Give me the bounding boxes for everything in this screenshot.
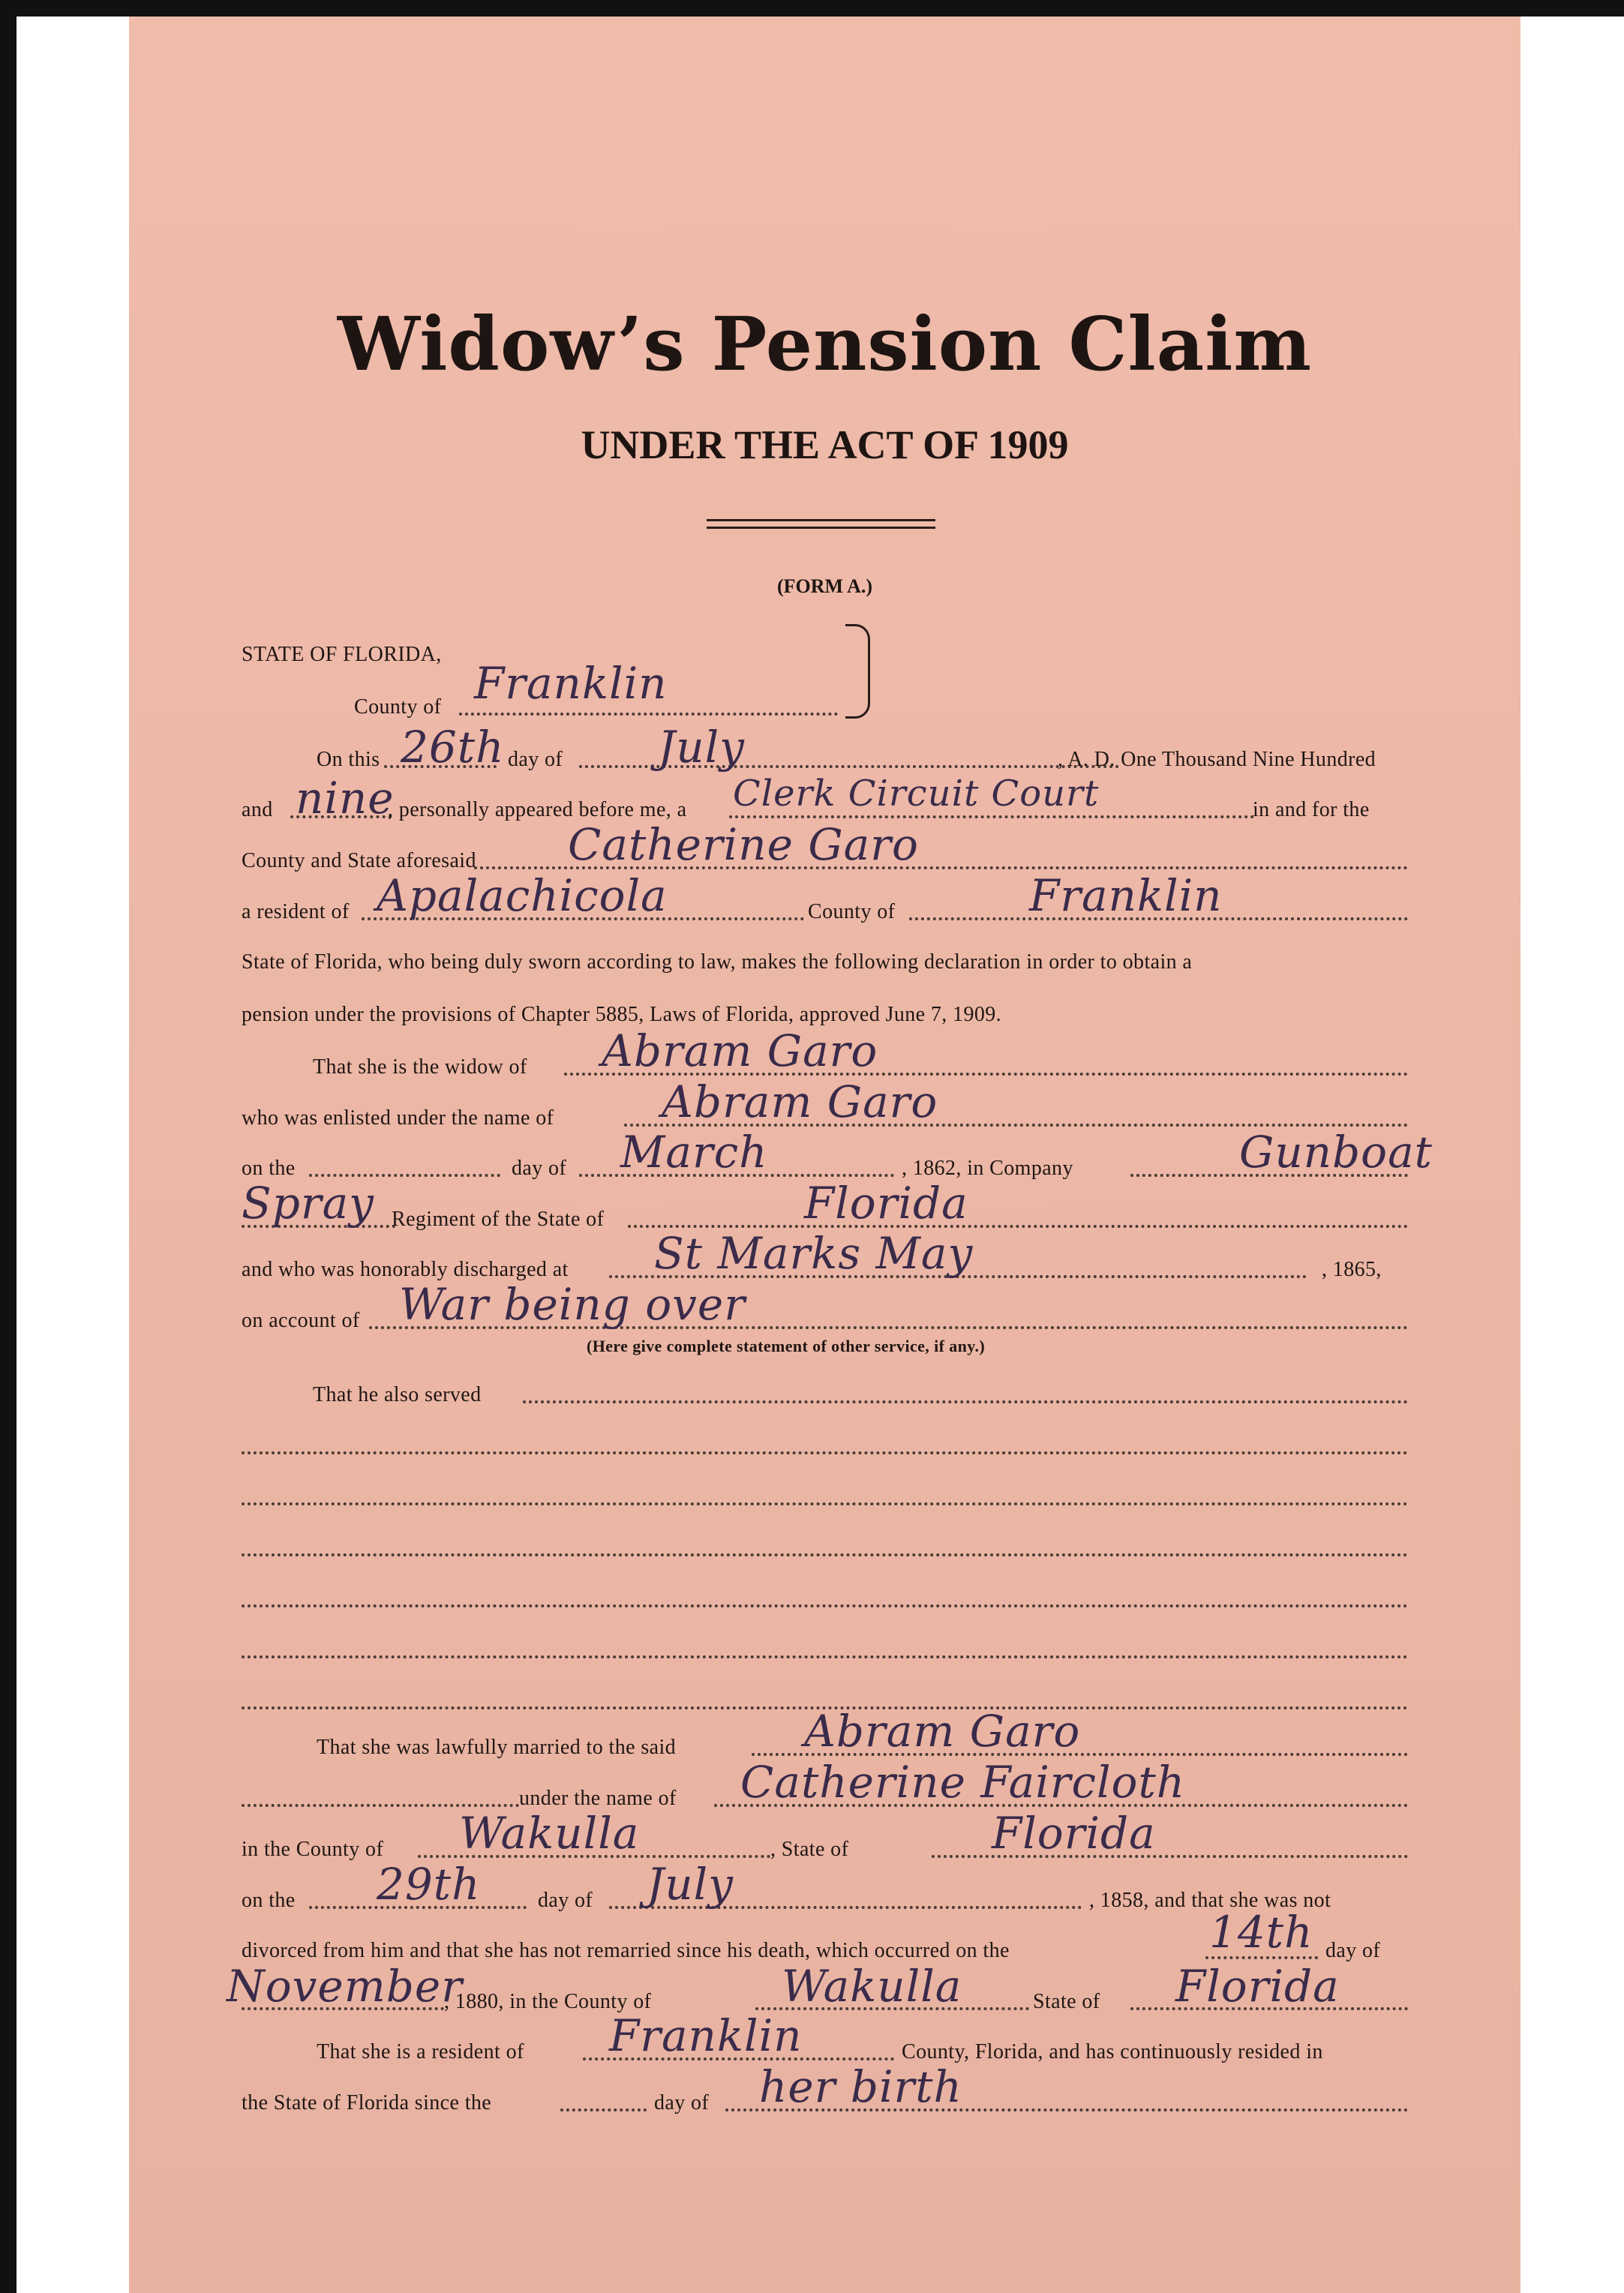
in-and-for-text: in and for the xyxy=(1253,798,1370,821)
resident-county-2: Franklin xyxy=(609,2010,803,2061)
discharge-year: , 1865, xyxy=(1322,1258,1382,1281)
enlist-day-dots xyxy=(309,1174,500,1177)
marriage-state-label: , State of xyxy=(770,1838,849,1861)
maiden-name: Catherine Faircloth xyxy=(740,1757,1186,1808)
death-county: Wakulla xyxy=(782,1961,962,2012)
company-name-cont: Spray xyxy=(242,1178,374,1229)
marriage-month: July xyxy=(647,1859,734,1910)
marriage-day-of: day of xyxy=(538,1889,593,1912)
claimant-name: Catherine Garo xyxy=(568,819,919,870)
pension-form-page xyxy=(129,17,1520,2293)
resident-county: Franklin xyxy=(1029,870,1223,921)
scan-margin xyxy=(17,17,129,2293)
resident-city: Apalachicola xyxy=(377,870,668,921)
marriage-county: Wakulla xyxy=(459,1808,640,1859)
on-this-label: On this xyxy=(317,748,380,771)
service-blank-line-1 xyxy=(242,1451,1408,1454)
sworn-declaration-text: State of Florida, who being duly sworn according to law, makes the following declaration in order to obtain a xyxy=(242,950,1193,974)
chapter-text: pension under the provisions of Chapter 5885, Laws of Florida, approved June 7, 1909. xyxy=(242,1003,1002,1026)
official-title: Clerk Circuit Court xyxy=(733,773,1100,815)
regiment-state: Florida xyxy=(804,1178,968,1229)
form-title: Widow’s Pension Claim xyxy=(337,302,1313,388)
resided-text: County, Florida, and has continuously resided in xyxy=(902,2040,1323,2063)
and-label: and xyxy=(242,798,273,821)
county-label: County of xyxy=(354,695,442,719)
discharge-place: St Marks May xyxy=(654,1228,974,1279)
resided-day-dots xyxy=(560,2108,647,2111)
state-county-brace xyxy=(845,624,870,719)
declaration-month: July xyxy=(658,722,745,773)
company-name: Gunboat xyxy=(1239,1127,1433,1178)
resident-of-label: a resident of xyxy=(242,900,350,923)
ad-text: , A. D. One Thousand Nine Hundred xyxy=(1058,748,1376,771)
death-state-label: State of xyxy=(1033,1990,1100,2013)
county-dots xyxy=(459,713,838,716)
enlisted-name: Abram Garo xyxy=(662,1076,938,1127)
service-blank-line-2 xyxy=(242,1502,1408,1505)
form-label: (FORM A.) xyxy=(776,575,873,597)
day-of-label: day of xyxy=(508,748,563,771)
husband-name: Abram Garo xyxy=(602,1025,878,1076)
on-the-label: on the xyxy=(242,1157,296,1180)
married-label: That she was lawfully married to the said xyxy=(317,1736,677,1759)
marriage-state: Florida xyxy=(992,1808,1156,1859)
state-label: STATE OF FLORIDA, xyxy=(242,643,442,666)
married-husband: Abram Garo xyxy=(804,1706,1081,1757)
also-served-dots xyxy=(523,1400,1408,1403)
also-served-label: That he also served xyxy=(313,1383,482,1406)
official-dots xyxy=(729,815,1254,818)
death-day-of: day of xyxy=(1325,1939,1381,1962)
marriage-county-label: in the County of xyxy=(242,1838,384,1861)
marriage-year: , 1858, and that she was not xyxy=(1089,1889,1331,1912)
death-day: 14th xyxy=(1209,1907,1313,1958)
service-blank-line-4 xyxy=(242,1604,1408,1607)
county-of-label-2: County of xyxy=(808,900,896,923)
other-service-caption: (Here give complete statement of other service, if any.) xyxy=(587,1337,986,1355)
under-name-lead-dots xyxy=(242,1804,519,1807)
county-value: Franklin xyxy=(474,658,668,709)
death-month: November xyxy=(227,1961,463,2012)
service-blank-line-3 xyxy=(242,1553,1408,1556)
widow-of-label: That she is the widow of xyxy=(313,1055,527,1079)
appeared-text: , personally appeared before me, a xyxy=(388,798,687,821)
enlist-month: March xyxy=(620,1127,768,1178)
enlist-year: , 1862, in Company xyxy=(902,1157,1073,1180)
enlisted-label: who was enlisted under the name of xyxy=(242,1106,554,1130)
marriage-on-the: on the xyxy=(242,1889,296,1912)
resided-since-value: her birth xyxy=(759,2061,962,2112)
regiment-label: Regiment of the State of xyxy=(392,1208,605,1231)
marriage-day: 29th xyxy=(377,1859,481,1910)
title-rule-bottom xyxy=(707,527,935,529)
form-subtitle: UNDER THE ACT OF 1909 xyxy=(581,422,1069,467)
service-blank-line-5 xyxy=(242,1655,1408,1658)
enlist-day-of: day of xyxy=(512,1157,567,1180)
resided-since-label: the State of Florida since the xyxy=(242,2091,492,2114)
account-of-label: on account of xyxy=(242,1309,360,1332)
death-year: , 1880, in the County of xyxy=(444,1990,652,2013)
declaration-year: nine xyxy=(296,773,395,824)
title-rule-top xyxy=(707,519,935,521)
scan-left-border xyxy=(0,0,17,2293)
death-state: Florida xyxy=(1175,1961,1340,2012)
resident-label: That she is a resident of xyxy=(317,2040,524,2063)
resided-day-of: day of xyxy=(654,2091,710,2114)
under-name-label: under the name of xyxy=(519,1787,677,1810)
county-state-aforesaid: County and State aforesaid xyxy=(242,849,476,872)
discharged-label: and who was honorably discharged at xyxy=(242,1258,569,1281)
declaration-day: 26th xyxy=(401,722,505,773)
discharge-reason: War being over xyxy=(399,1279,746,1330)
scan-top-border xyxy=(0,0,1624,17)
not-divorced-text: divorced from him and that she has not remarried since his death, which occurred on the xyxy=(242,1939,1010,1962)
